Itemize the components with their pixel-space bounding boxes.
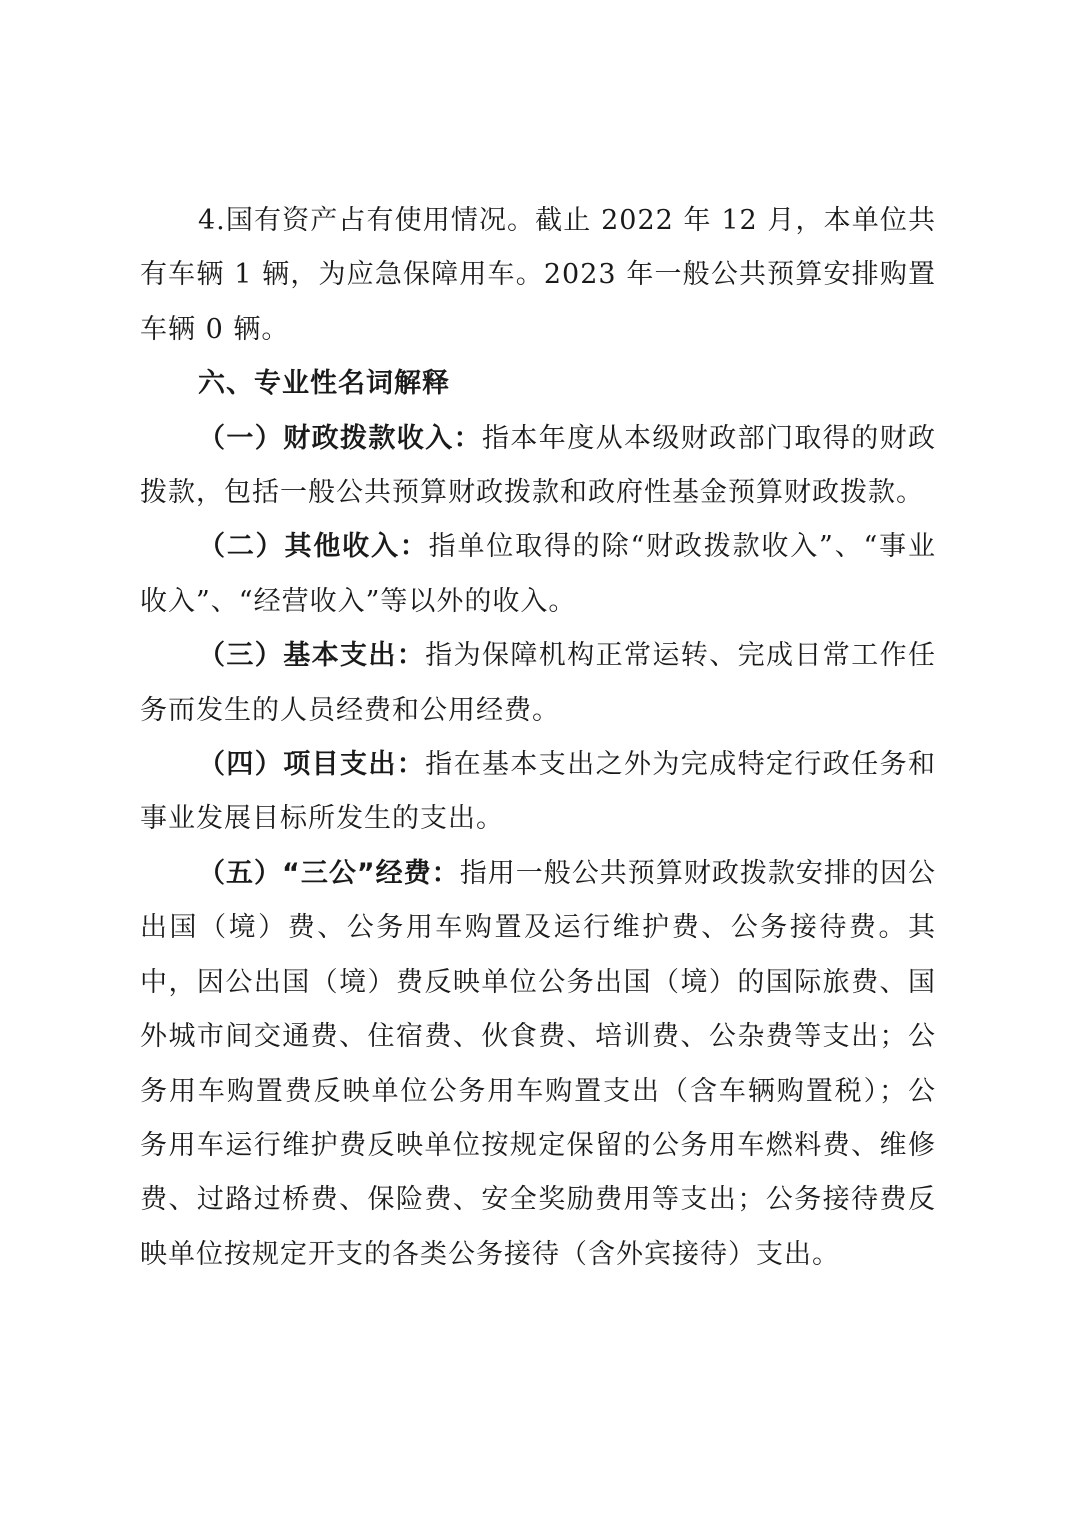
definition-body: 指在基本支出之外为完成特定行政任务和事业发展目标所发生的支出。 — [140, 749, 937, 835]
definition-three-public-expenses — [140, 847, 936, 1282]
definition-basic-expenditure — [140, 629, 936, 738]
definition-term: （二）其他收入： — [198, 531, 429, 563]
definition-term: （三）基本支出： — [198, 640, 426, 672]
definition-term: （四）项目支出： — [198, 749, 426, 781]
definition-body: 指本年度从本级财政部门取得的财政拨款，包括一般公共预算财政拨款和政府性基金预算财政拨款。 — [140, 422, 936, 509]
assets-paragraph: 4.国有资产占有使用情况。截止 2022 年 12 月，本单位共有车辆 1 辆，为应急保障用车。2023 年一般公共预算安排购置车辆 0 辆。 — [140, 205, 936, 345]
definition-body: 指用一般公共预算财政拨款安排的因公出国（境）费、公务用车购置及运行维护费、公务接待费。其中，因公出国（境）费反映单位公务出国（境）的国际旅费、国外城市间交通费、住宿费、伙食费、培训费、公杂费等支出；公务用车购置费反映单位公务用车购置支出（含车辆购置税）；公务用车运行维护费反映单位按规定保留的公务用车燃料费、维修费、过路过桥费、保险费、安全奖励费用等支出；公务接待费反映单位按规定开支的各类公务接待（含外宾接待）支出。 — [140, 857, 936, 1270]
definition-term: （五）“三公”经费： — [198, 857, 460, 889]
definition-body: 指为保障机构正常运转、完成日常工作任务而发生的人员经费和公用经费。 — [140, 640, 937, 726]
section-heading: 六、专业性名词解释 — [198, 368, 450, 400]
definition-body: 指单位取得的除“财政拨款收入”、“事业收入”、“经营收入”等以外的收入。 — [140, 531, 936, 617]
definition-fiscal-allocation — [140, 412, 936, 521]
definition-project-expenditure — [140, 738, 936, 847]
definition-term: （一）财政拨款收入： — [198, 422, 482, 454]
document-page — [140, 194, 936, 1282]
definition-other-income — [140, 520, 936, 629]
